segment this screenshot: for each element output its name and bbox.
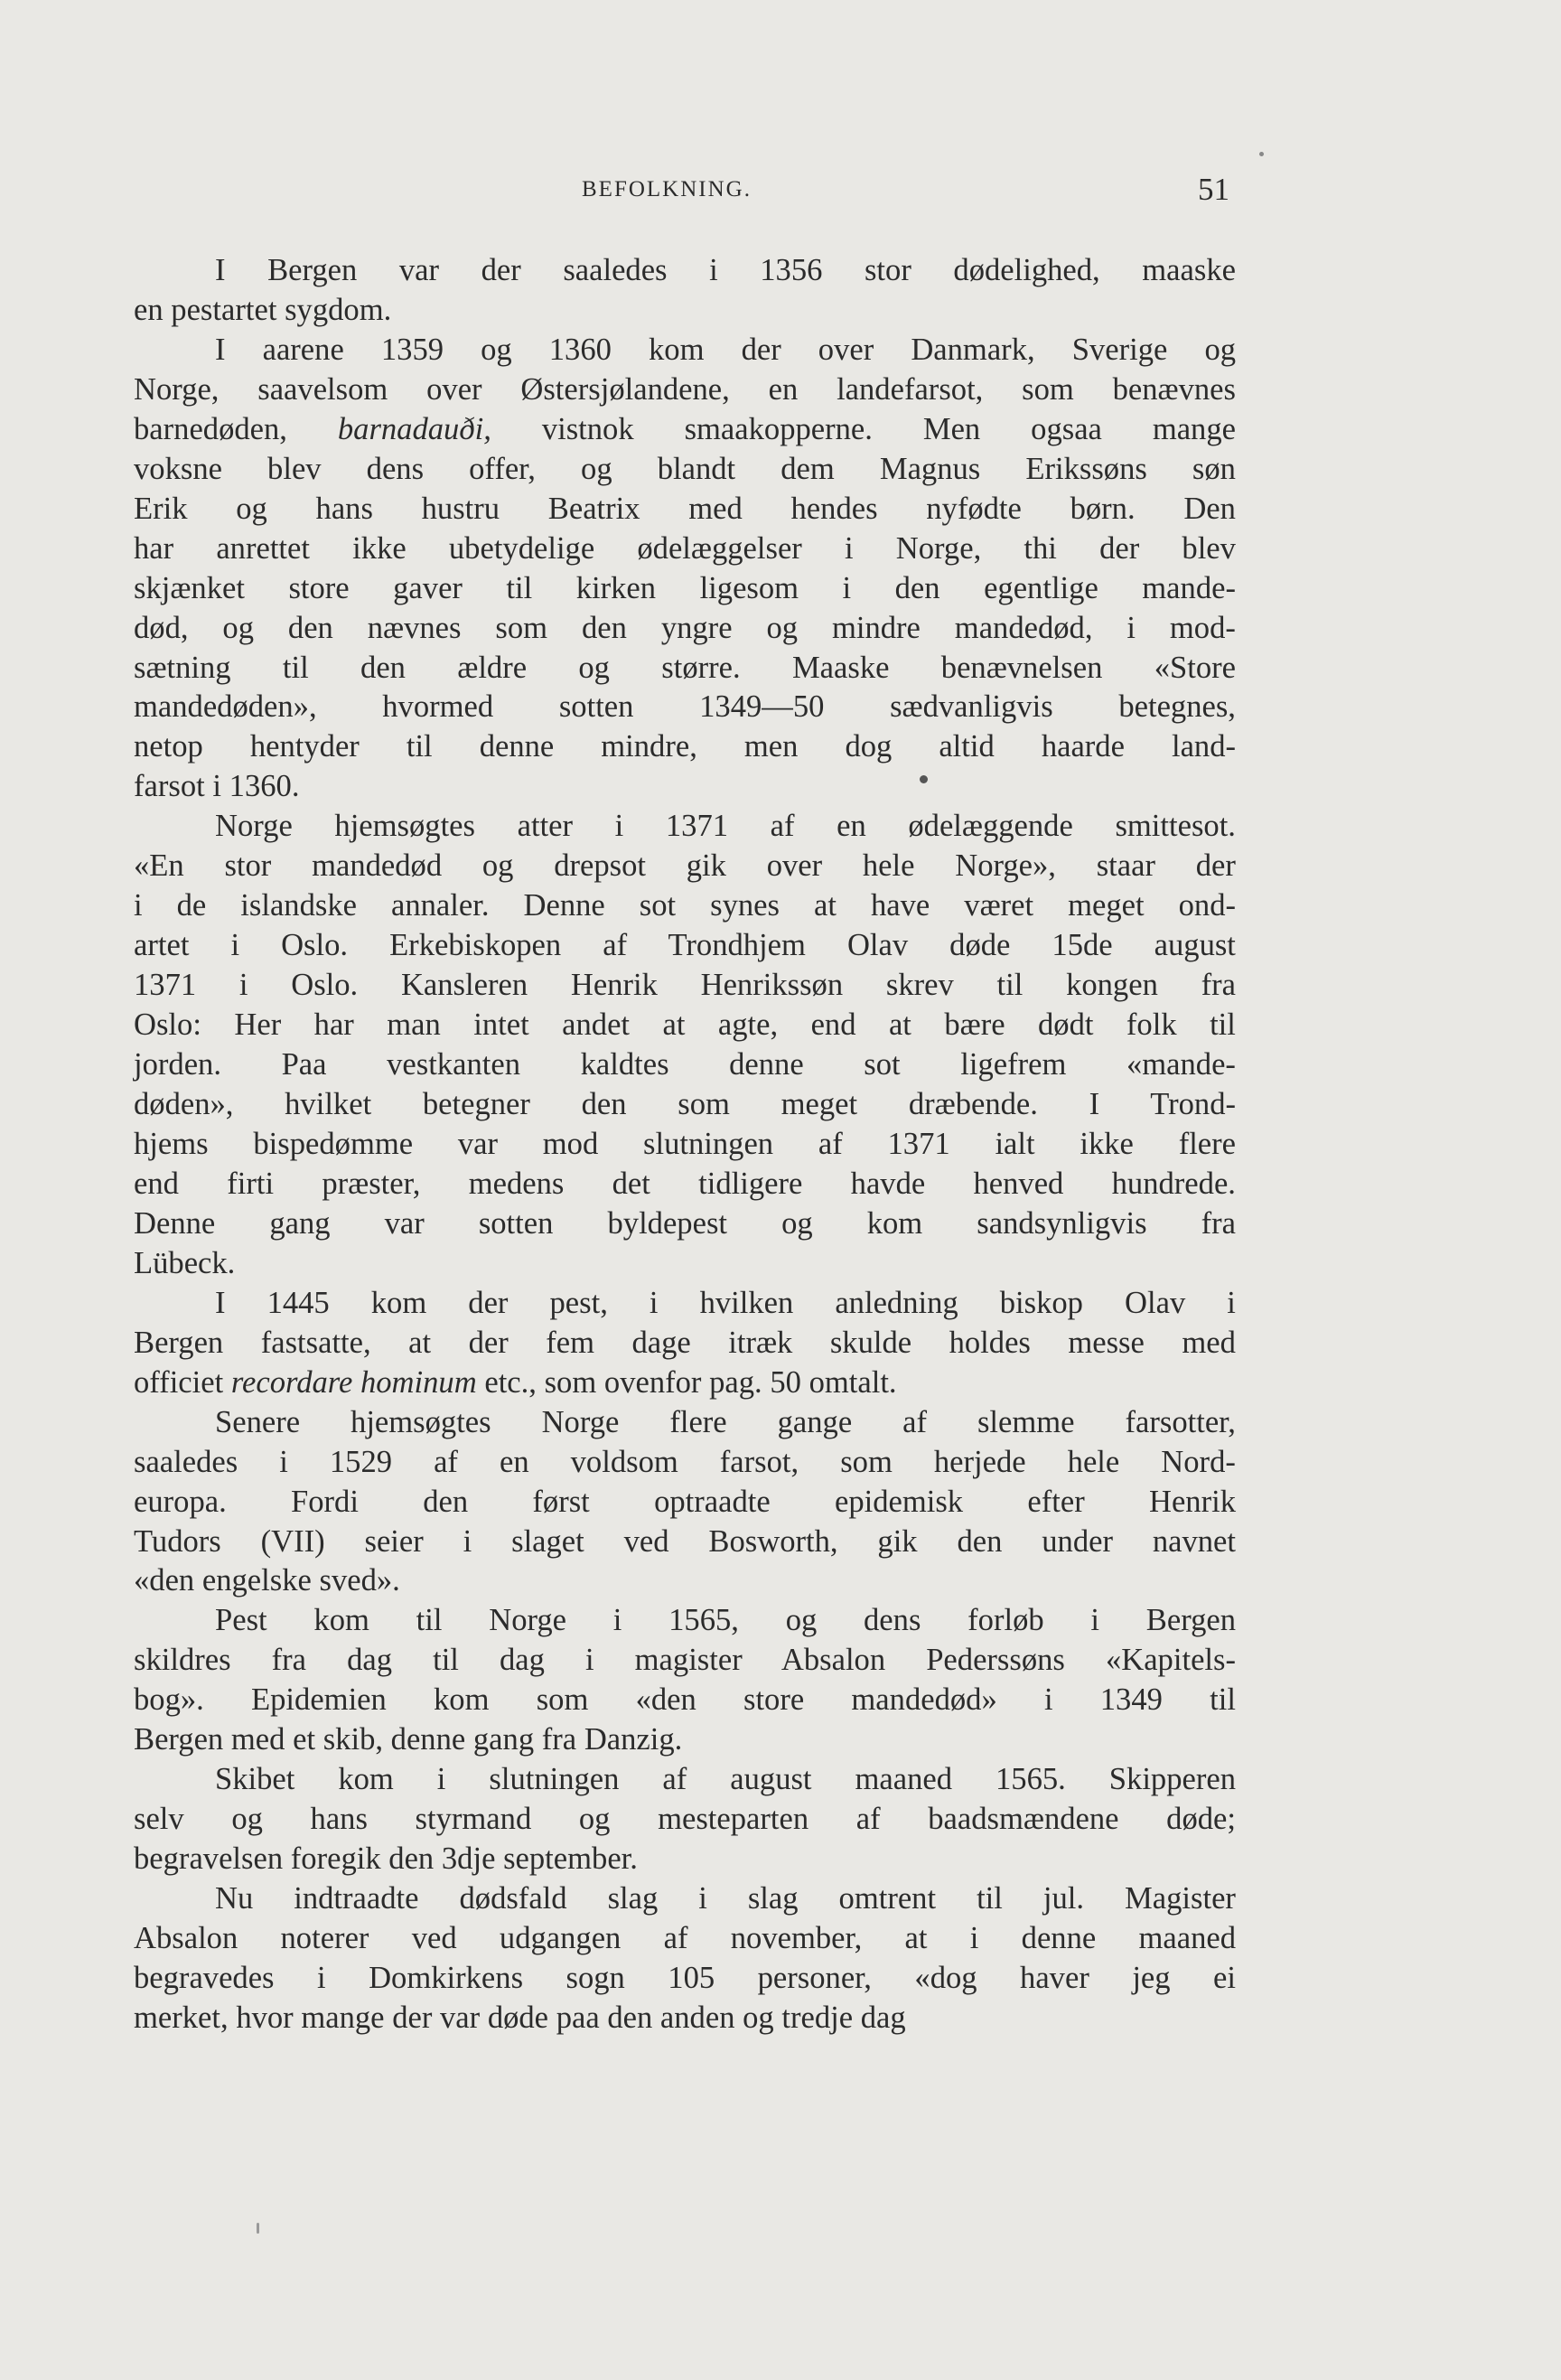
text-line: netop hentyder til denne mindre, men dog altid haarde land- bbox=[134, 729, 1237, 764]
running-title: BEFOLKNING. bbox=[582, 177, 752, 201]
text-line: skildres fra dag til dag i magister Absalon Pederssøns «Kapitels- bbox=[134, 1643, 1236, 1678]
text-line: døden», hvilket betegner den som meget dræbende. I Trond- bbox=[134, 1087, 1237, 1122]
paragraph bbox=[134, 251, 1236, 331]
text-line: i de islandske annaler. Denne sot synes at have været meget ond- bbox=[134, 888, 1237, 923]
text-line: merket, hvor mange der var døde paa den anden og tredje dag bbox=[134, 2000, 906, 2035]
text-line: Tudors (VII) seier i slaget ved Bosworth, gik den under navnet bbox=[134, 1523, 1237, 1559]
ink-speck bbox=[257, 2223, 259, 2234]
text-line: europa. Fordi den først optraadte epidemisk efter Henrik bbox=[134, 1484, 1237, 1519]
paragraph bbox=[134, 1284, 1236, 1403]
text-line: en pestartet sygdom. bbox=[134, 292, 392, 327]
text-line: artet i Oslo. Erkebiskopen af Trondhjem Olav døde 15de august bbox=[134, 928, 1236, 963]
text-line: Oslo: Her har man intet andet at agte, end at bære dødt folk til bbox=[134, 1007, 1236, 1043]
paragraph bbox=[134, 1879, 1236, 2038]
text-line: bog». Epidemien kom som «den store mandedød» i 1349 til bbox=[134, 1682, 1236, 1718]
text-line: jorden. Paa vestkanten kaldtes denne sot ligefrem «mande- bbox=[134, 1047, 1236, 1082]
paragraph bbox=[134, 1601, 1236, 1760]
text-line: begravelsen foregik den 3dje september. bbox=[134, 1841, 638, 1877]
paragraph bbox=[134, 807, 1236, 1283]
text-line: mandedøden», hvormed sotten 1349—50 sædvanligvis betegnes, bbox=[134, 689, 1236, 725]
text-line: Erik og hans hustru Beatrix med hendes nyfødte børn. Den bbox=[134, 491, 1236, 526]
text-line: begravedes i Domkirkens sogn 105 personer, «dog haver jeg ei bbox=[134, 1960, 1236, 1995]
paragraph bbox=[134, 1760, 1236, 1879]
paragraph bbox=[134, 1403, 1236, 1602]
text-line: «En stor mandedød og drepsot gik over hele Norge», staar der bbox=[134, 848, 1236, 884]
text-line: 1371 i Oslo. Kansleren Henrik Henrikssøn skrev til kongen fra bbox=[134, 968, 1236, 1003]
text-line: end firti præster, medens det tidligere havde henved hundrede. bbox=[134, 1166, 1236, 1201]
text-line: skjænket store gaver til kirken ligesom i den egentlige mande- bbox=[134, 570, 1236, 605]
text-line: Pest kom til Norge i 1565, og dens forløb i Bergen bbox=[215, 1603, 1237, 1638]
running-head bbox=[0, 172, 1561, 213]
text-line: I aarene 1359 og 1360 kom der over Danmark, Sverige og bbox=[215, 332, 1237, 367]
paragraph bbox=[134, 331, 1236, 807]
text-line: Senere hjemsøgtes Norge flere gange af slemme farsotter, bbox=[215, 1404, 1236, 1439]
page-number: 51 bbox=[1198, 172, 1229, 207]
text-line: I Bergen var der saaledes i 1356 stor dødelighed, maaske bbox=[215, 253, 1236, 287]
text-line: Nu indtraadte dødsfald slag i slag omtrent til jul. Magister bbox=[215, 1881, 1236, 1916]
text-line: farsot i 1360. bbox=[134, 769, 300, 804]
text-line: selv og hans styrmand og mesteparten af baadsmændene døde; bbox=[134, 1802, 1236, 1837]
text-line: Norge, saavelsom over Østersjølandene, en landefarsot, som benævnes bbox=[134, 371, 1236, 407]
ink-speck bbox=[920, 775, 928, 783]
text-line: officiet recordare hominum etc., som ovenfor pag. 50 omtalt. bbox=[134, 1364, 897, 1400]
text-line: saaledes i 1529 af en voldsom farsot, som herjede hele Nord- bbox=[134, 1444, 1236, 1479]
text-line: I 1445 kom der pest, i hvilken anledning biskop Olav i bbox=[215, 1285, 1236, 1320]
text-line: voksne blev dens offer, og blandt dem Magnus Erikssøns søn bbox=[134, 451, 1236, 486]
text-line: Norge hjemsøgtes atter i 1371 af en ødelæggende smittesot. bbox=[215, 809, 1236, 844]
text-line: har anrettet ikke ubetydelige ødelæggelser i Norge, thi der blev bbox=[134, 530, 1236, 566]
text-line: «den engelske sved». bbox=[134, 1563, 400, 1598]
text-line: Denne gang var sotten byldepest og kom sandsynligvis fra bbox=[134, 1205, 1236, 1241]
text-line: Lübeck. bbox=[134, 1245, 236, 1280]
text-line: Skibet kom i slutningen af august maaned 1565. Skipperen bbox=[215, 1762, 1237, 1797]
text-line: Bergen med et skib, denne gang fra Danzig. bbox=[134, 1722, 683, 1757]
text-line: Bergen fastsatte, at der fem dage itræk skulde holdes messe med bbox=[134, 1325, 1236, 1360]
body-text bbox=[134, 251, 1236, 2038]
text-line: Absalon noterer ved udgangen af november, at i denne maaned bbox=[134, 1921, 1237, 1956]
text-line: barnedøden, barnadauði, vistnok smaakopperne. Men ogsaa mange bbox=[134, 411, 1236, 446]
text-line: sætning til den ældre og større. Maaske benævnelsen «Store bbox=[134, 650, 1236, 685]
text-line: død, og den nævnes som den yngre og mindre mandedød, i mod- bbox=[134, 610, 1236, 645]
text-line: hjems bispedømme var mod slutningen af 1371 ialt ikke flere bbox=[134, 1126, 1237, 1161]
ink-speck bbox=[1259, 152, 1264, 156]
